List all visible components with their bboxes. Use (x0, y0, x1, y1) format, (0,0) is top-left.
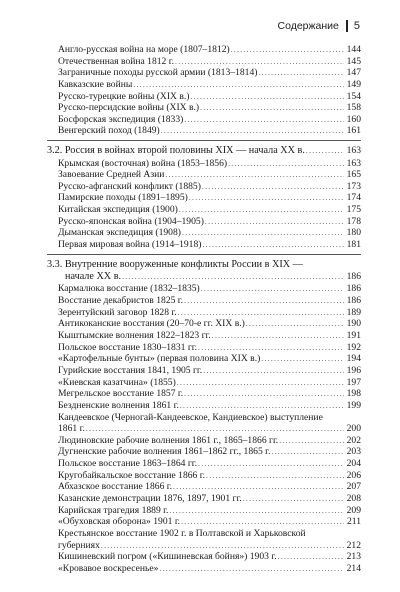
section-page: 186 (346, 271, 361, 283)
dot-leader (205, 216, 344, 228)
dot-leader (206, 470, 344, 482)
entry-page: 204 (346, 458, 361, 470)
entry-page: 207 (346, 481, 361, 493)
entry-title: Польское восстание 1863–1864 гг. (58, 458, 198, 470)
toc-group-3c (47, 551, 361, 574)
dot-leader (169, 505, 344, 517)
entry-title-line1: Кандеевское (Черногай-Кандеевское, Кандиевское) выступление (58, 411, 323, 423)
toc-section-3-2 (47, 145, 361, 157)
entry-page: 199 (346, 399, 361, 411)
dot-leader (198, 458, 344, 470)
dot-leader (202, 181, 344, 193)
toc-entry-multiline (47, 528, 361, 551)
entry-page: 186 (346, 295, 361, 307)
toc-entry (47, 318, 361, 330)
toc-entry (47, 44, 361, 56)
toc-entry (47, 435, 361, 447)
entry-page: 190 (346, 318, 361, 330)
entry-page: 208 (346, 493, 361, 505)
entry-title: Крымская (восточная) война (1853–1856) (58, 157, 228, 169)
entry-title: Памирские походы (1891–1895) (58, 192, 188, 204)
entry-title: Русско-афганский конфликт (1885) (58, 180, 201, 192)
dot-leader (184, 114, 344, 126)
dot-leader (306, 145, 344, 157)
dot-leader (86, 423, 344, 435)
toc-entry (47, 330, 361, 342)
toc-entry (47, 400, 361, 412)
table-of-contents (47, 44, 361, 575)
toc-entry (47, 283, 361, 295)
entry-page: 213 (346, 551, 361, 563)
toc-entry (47, 158, 361, 170)
entry-title: Бездненские волнения 1861 г. (58, 399, 179, 411)
section-title: 3.2. Россия в войнах второй половины XIX — начала XX в. (47, 145, 305, 157)
entry-page: 178 (346, 215, 361, 227)
entry-title-line2: 1861 г. (58, 423, 85, 435)
entry-page: 202 (346, 434, 361, 446)
entry-title: Кругобайкальское восстание 1866 г. (58, 469, 206, 481)
dot-leader (202, 239, 344, 251)
dot-leader (271, 446, 344, 458)
toc-entry (47, 365, 361, 377)
dot-leader (122, 271, 344, 283)
entry-page: 154 (346, 90, 361, 102)
toc-entry (47, 67, 361, 79)
entry-title: Абхазское восстание 1866 г. (58, 481, 173, 493)
entry-page: 214 (346, 562, 361, 574)
entry-title: Китайская экспедиция (1900) (58, 204, 178, 216)
entry-title: Гурийские восстания 1841, 1905 гг. (58, 364, 203, 376)
entry-title: Зерентуйский заговор 1828 г. (58, 306, 177, 318)
dot-leader (258, 67, 344, 79)
entry-title: Казанские демонстрации 1876, 1897, 1901 гг. (58, 493, 242, 505)
toc-entry (47, 470, 361, 482)
entry-title: Мегрельское восстание 1857 г. (58, 388, 184, 400)
entry-title: Кармалюка восстание (1832–1835) (58, 283, 200, 295)
toc-entry (47, 377, 361, 389)
toc-group-2 (47, 158, 361, 251)
entry-page: 165 (346, 169, 361, 181)
toc-entry (47, 307, 361, 319)
toc-group-3a (47, 283, 361, 411)
entry-title: Кавказские войны (58, 78, 133, 90)
entry-title: Венгерский поход (1849) (58, 125, 160, 137)
entry-page: 174 (346, 192, 361, 204)
entry-title: Завоевание Средней Азии (58, 169, 165, 181)
entry-page: 173 (346, 180, 361, 192)
section-divider (47, 254, 361, 255)
entry-page: 144 (346, 44, 361, 55)
header-title: Содержание (277, 20, 339, 32)
entry-title: Польское восстание 1830–1831 гг. (58, 341, 198, 353)
entry-page: 147 (346, 67, 361, 79)
toc-entry (47, 505, 361, 517)
toc-entry-multiline (47, 412, 361, 435)
entry-title: Людиновские рабочие волнения 1861 г., 1865–1866 гг. (58, 434, 279, 446)
entry-title: «Обуховская оборона» 1901 г. (58, 516, 181, 528)
entry-title: Первая мировая война (1914–1918) (58, 239, 202, 250)
header-divider (346, 20, 348, 32)
entry-page: 175 (346, 204, 361, 216)
toc-entry (47, 125, 361, 137)
entry-title: Заграничные походы русской армии (1813–1814) (58, 67, 258, 79)
entry-page: 212 (346, 539, 361, 551)
dot-leader (173, 481, 344, 493)
toc-entry (47, 516, 361, 528)
dot-leader (246, 318, 344, 330)
entry-title: Англо-русская война на море (1807–1812) (58, 44, 230, 55)
dot-leader (182, 227, 344, 239)
entry-title: Русско-персидские войны (XIX в.) (58, 102, 200, 114)
dot-leader (159, 563, 344, 575)
entry-title: Карийская трагедия 1889 г. (58, 504, 169, 516)
entry-page: 203 (346, 446, 361, 458)
toc-entry (47, 353, 361, 365)
dot-leader (200, 102, 344, 114)
toc-section-3-3 (47, 259, 361, 284)
dot-leader (184, 388, 344, 400)
entry-page: 197 (346, 376, 361, 388)
dot-leader (243, 493, 344, 505)
entry-title: «Кровавое воскресенье» (58, 562, 159, 574)
section-page: 163 (346, 145, 361, 157)
section-title-line1: 3.3. Внутренние вооруженные конфликты России в XIX — (47, 258, 303, 270)
entry-title: Дыманская экспедиция (1908) (58, 227, 181, 239)
entry-page: 149 (346, 78, 361, 90)
toc-entry (47, 239, 361, 251)
toc-entry (47, 342, 361, 354)
dot-leader (231, 44, 344, 56)
toc-entry (47, 216, 361, 228)
entry-page: 161 (346, 125, 361, 137)
dot-leader (178, 307, 344, 319)
toc-entry (47, 181, 361, 193)
entry-page: 196 (346, 364, 361, 376)
toc-entry (47, 91, 361, 103)
toc-entry (47, 551, 361, 563)
dot-leader (177, 377, 344, 389)
toc-entry (47, 192, 361, 204)
entry-page: 200 (346, 423, 361, 435)
dot-leader (201, 283, 344, 295)
dot-leader (261, 353, 344, 365)
toc-entry (47, 388, 361, 400)
entry-page: 189 (346, 306, 361, 318)
entry-page: 163 (346, 157, 361, 169)
entry-title: Кишиневский погром («Кишиневская бойня») 1903 г. (58, 551, 277, 563)
toc-entry (47, 79, 361, 91)
toc-group-3b (47, 435, 361, 528)
entry-page: 211 (346, 516, 361, 528)
toc-entry (47, 446, 361, 458)
entry-page: 181 (346, 239, 361, 250)
toc-entry (47, 102, 361, 114)
running-header (278, 20, 361, 32)
dot-leader (278, 551, 344, 563)
entry-title: Восстание декабристов 1825 г. (58, 295, 184, 307)
dot-leader (101, 540, 344, 552)
entry-title: Антикоканские восстания (20–70-е гг. XIX в.) (58, 318, 245, 330)
toc-entry (47, 563, 361, 575)
section-divider (47, 140, 361, 141)
toc-entry (47, 56, 361, 68)
dot-leader (179, 204, 344, 216)
toc-entry (47, 458, 361, 470)
dot-leader (184, 295, 344, 307)
entry-title-line2: губерниях (58, 539, 100, 551)
entry-page: 194 (346, 353, 361, 365)
entry-title: Отечественная война 1812 г. (58, 55, 175, 67)
entry-page: 191 (346, 330, 361, 342)
toc-entry (47, 114, 361, 126)
entry-title: Русско-турецкие войны (XIX в.) (58, 90, 190, 102)
entry-page: 209 (346, 504, 361, 516)
toc-entry (47, 204, 361, 216)
entry-page: 180 (346, 227, 361, 239)
toc-entry (47, 493, 361, 505)
entry-page: 160 (346, 113, 361, 125)
dot-leader (212, 330, 344, 342)
page-number: 5 (353, 20, 360, 32)
entry-title: Босфорская экспедиция (1833) (58, 113, 184, 125)
entry-page: 158 (346, 102, 361, 114)
dot-leader (133, 79, 344, 91)
dot-leader (165, 169, 344, 181)
toc-entry (47, 169, 361, 181)
toc-group-1 (47, 44, 361, 137)
toc-entry (47, 227, 361, 239)
entry-title: Кыштымские волнения 1822–1823 гг. (58, 330, 211, 342)
dot-leader (161, 125, 344, 137)
entry-page: 206 (346, 469, 361, 481)
toc-entry (47, 295, 361, 307)
dot-leader (203, 365, 344, 377)
entry-page: 192 (346, 341, 361, 353)
section-title-line2: начале XX в. (65, 271, 122, 283)
entry-page: 145 (346, 55, 361, 67)
dot-leader (180, 400, 344, 412)
entry-title: «Киевская казатчина» (1855) (58, 376, 176, 388)
dot-leader (175, 56, 344, 68)
dot-leader (279, 435, 344, 447)
dot-leader (228, 158, 344, 170)
entry-title: Дугненские рабочие волнения 1861–1862 гг., 1865 г. (58, 446, 271, 458)
dot-leader (198, 342, 344, 354)
entry-title-line1: Крестьянское восстание 1902 г. в Полтавской и Харьковской (58, 527, 306, 539)
dot-leader (181, 516, 344, 528)
entry-page: 186 (346, 283, 361, 295)
entry-title: Русско-японская война (1904–1905) (58, 215, 204, 227)
dot-leader (190, 91, 344, 103)
entry-title: «Картофельные бунты» (первая половина XIX в.) (58, 353, 261, 365)
toc-entry (47, 481, 361, 493)
entry-page: 198 (346, 388, 361, 400)
dot-leader (189, 192, 344, 204)
